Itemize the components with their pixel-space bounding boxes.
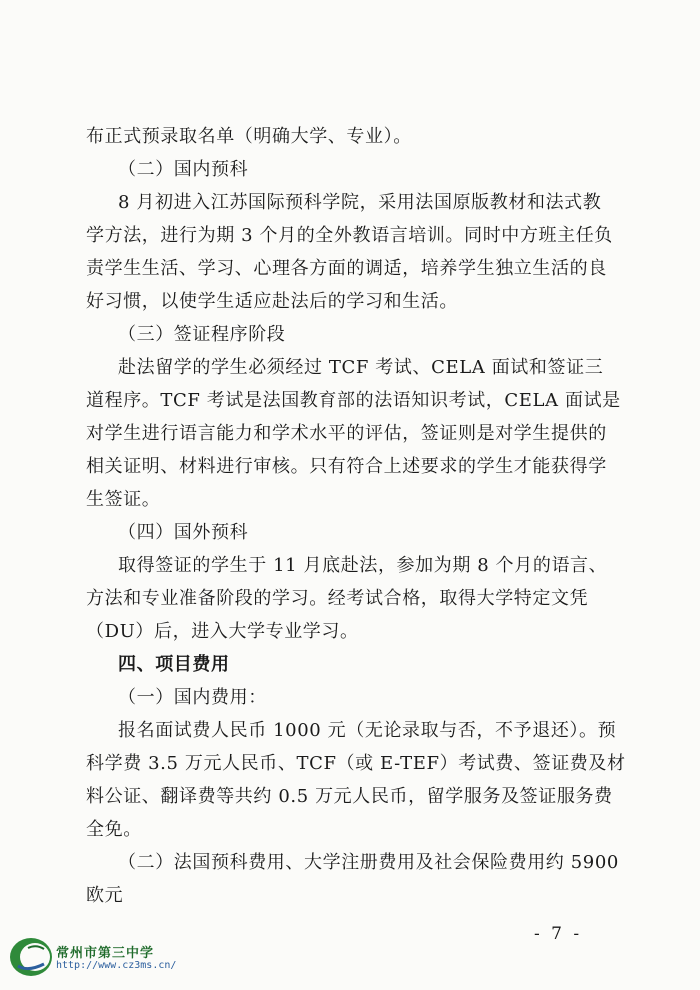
paragraph-line: 全免。 (86, 819, 142, 840)
paragraph-line: 好习惯，以使学生适应赴法后的学习和生活。 (86, 291, 458, 312)
paragraph-line: 报名面试费人民币 1000 元（无论录取与否，不予退还）。预 (118, 720, 617, 741)
paragraph-line: 生签证。 (86, 489, 161, 510)
section-heading: （二）法国预科费用、大学注册费用及社会保险费用约 5900 (118, 852, 619, 873)
paragraph-line: 对学生进行语言能力和学术水平的评估，签证则是对学生提供的 (86, 423, 607, 444)
paragraph-line: 赴法留学的学生必须经过 TCF 考试、CELA 面试和签证三 (118, 357, 604, 378)
school-watermark[interactable] (8, 936, 188, 978)
page-number: - 7 - (534, 924, 583, 944)
paragraph-line: 责学生生活、学习、心理各方面的调适，培养学生独立生活的良 (86, 258, 607, 279)
school-logo-icon (8, 936, 54, 978)
chapter-heading: 四、项目费用 (118, 654, 230, 675)
paragraph-line: 方法和专业准备阶段的学习。经考试合格，取得大学特定文凭 (86, 588, 589, 609)
paragraph-line: 欧元 (86, 885, 124, 906)
paragraph-line: 学方法，进行为期 3 个月的全外教语言培训。同时中方班主任负 (86, 225, 613, 246)
section-heading: （四）国外预科 (118, 522, 249, 543)
paragraph-line: 料公证、翻译费等共约 0.5 万元人民币，留学服务及签证服务费 (86, 786, 613, 807)
paragraph-line: （DU）后，进入大学专业学习。 (86, 621, 359, 642)
school-url-link[interactable]: http://www.cz3ms.cn/ (56, 960, 177, 971)
paragraph-line: 相关证明、材料进行审核。只有符合上述要求的学生才能获得学 (86, 456, 607, 477)
paragraph-line: 道程序。TCF 考试是法国教育部的法语知识考试，CELA 面试是 (86, 390, 621, 411)
paragraph-line: 科学费 3.5 万元人民币、TCF（或 E-TEF）考试费、签证费及材 (86, 753, 626, 774)
paragraph-line: 布正式预录取名单（明确大学、专业）。 (86, 126, 412, 147)
paragraph-line: 取得签证的学生于 11 月底赴法，参加为期 8 个月的语言、 (118, 555, 608, 576)
section-heading: （一）国内费用： (118, 687, 267, 708)
section-heading: （三）签证程序阶段 (118, 324, 286, 345)
school-name: 常州市第三中学 (56, 946, 155, 961)
section-heading: （二）国内预科 (118, 159, 249, 180)
paragraph-line: 8 月初进入江苏国际预科学院，采用法国原版教材和法式教 (118, 192, 602, 213)
